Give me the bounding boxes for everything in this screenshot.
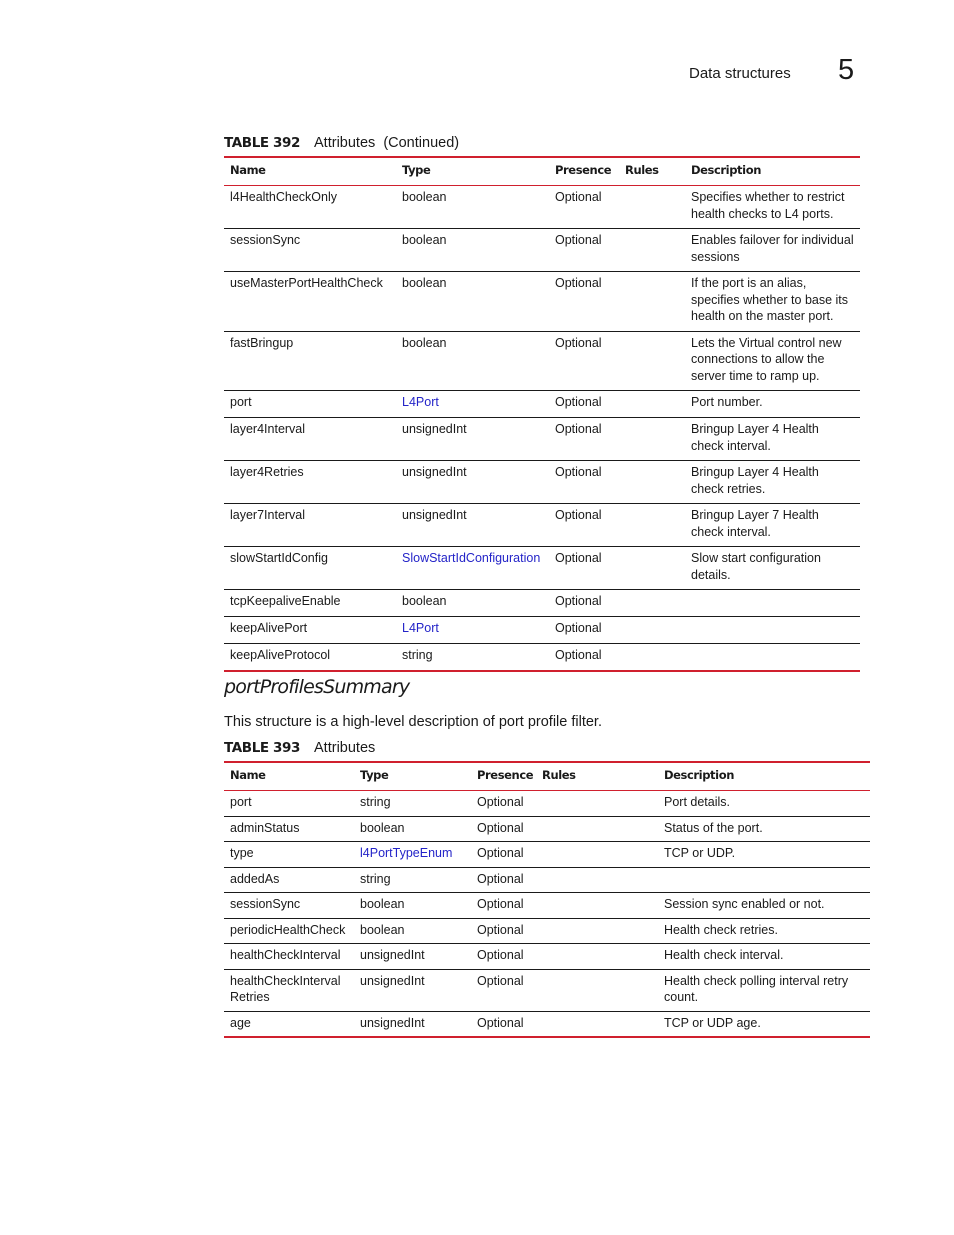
column-header-rules: Rules	[619, 157, 685, 186]
cell-rules	[536, 893, 658, 919]
cell-name: addedAs	[224, 867, 354, 893]
cell-description: Bringup Layer 7 Health check interval.	[685, 504, 860, 547]
table-row	[224, 867, 870, 893]
column-header-rules: Rules	[536, 762, 658, 791]
cell-name: sessionSync	[224, 229, 396, 272]
cell-description: Bringup Layer 4 Health check interval.	[685, 418, 860, 461]
cell-rules	[536, 1011, 658, 1037]
cell-description	[685, 644, 860, 672]
cell-description: Health check polling interval retry count.	[658, 969, 870, 1011]
table-row	[224, 590, 860, 617]
cell-presence: Optional	[549, 418, 619, 461]
cell-rules	[619, 547, 685, 590]
cell-name: l4HealthCheckOnly	[224, 186, 396, 229]
column-header-type: Type	[354, 762, 471, 791]
cell-name: fastBringup	[224, 331, 396, 391]
cell-presence: Optional	[471, 918, 536, 944]
cell-presence: Optional	[471, 893, 536, 919]
column-header-presence: Presence	[471, 762, 536, 791]
cell-description: Session sync enabled or not.	[658, 893, 870, 919]
cell-name: useMasterPortHealthCheck	[224, 272, 396, 332]
table-header-row	[224, 157, 860, 186]
cell-rules	[536, 842, 658, 868]
cell-description: TCP or UDP age.	[664, 1015, 761, 1030]
table-row	[224, 893, 870, 919]
column-header-type: Type	[396, 157, 549, 186]
cell-type: string	[402, 648, 433, 662]
cell-name: adminStatus	[224, 816, 354, 842]
cell-description: Lets the Virtual control new connections to allow the server time to ramp up.	[685, 331, 860, 391]
cell-rules	[619, 272, 685, 332]
cell-presence: Optional	[471, 816, 536, 842]
cell-rules	[536, 816, 658, 842]
cell-rules	[619, 461, 685, 504]
running-header-title: Data structures	[689, 65, 791, 82]
cell-type-link[interactable]: L4Port	[396, 391, 549, 418]
cell-description: Bringup Layer 4 Health check retries.	[685, 461, 860, 504]
table-row	[224, 944, 870, 970]
cell-name: layer4Retries	[224, 461, 396, 504]
table-number: TABLE 392	[224, 135, 301, 151]
table-row	[224, 1011, 870, 1037]
cell-type: string	[354, 791, 471, 817]
cell-description: Status of the port.	[658, 816, 870, 842]
cell-description: Health check interval.	[658, 944, 870, 970]
cell-name: layer4Interval	[224, 418, 396, 461]
cell-description: TCP or UDP.	[658, 842, 870, 868]
cell-presence: Optional	[471, 791, 536, 817]
cell-rules	[619, 229, 685, 272]
cell-name: keepAliveProtocol	[230, 648, 331, 662]
table-row	[224, 842, 870, 868]
cell-description: Enables failover for individual sessions	[685, 229, 860, 272]
cell-rules	[536, 867, 658, 893]
table-393-caption	[224, 740, 375, 756]
cell-type: boolean	[354, 893, 471, 919]
column-header-name: Name	[224, 762, 354, 791]
column-header-presence: Presence	[549, 157, 619, 186]
table-row	[224, 644, 860, 672]
cell-type: unsignedInt	[396, 461, 549, 504]
cell-rules	[619, 590, 685, 617]
cell-presence: Optional	[477, 1015, 524, 1030]
table-row	[224, 504, 860, 547]
cell-presence: Optional	[555, 648, 602, 662]
cell-type-link[interactable]: L4Port	[396, 617, 549, 644]
cell-type: unsignedInt	[354, 944, 471, 970]
cell-type-link[interactable]: SlowStartIdConfiguration	[396, 547, 549, 590]
table-number: TABLE 393	[224, 740, 301, 756]
cell-name: age	[230, 1015, 251, 1030]
cell-rules	[536, 918, 658, 944]
cell-type: boolean	[354, 816, 471, 842]
cell-presence: Optional	[549, 229, 619, 272]
cell-type: unsignedInt	[354, 969, 471, 1011]
table-row	[224, 331, 860, 391]
cell-description: If the port is an alias, specifies whether to base its health on the master port.	[685, 272, 860, 332]
table-row	[224, 969, 870, 1011]
cell-rules	[619, 617, 685, 644]
cell-description	[685, 590, 860, 617]
cell-type: boolean	[396, 590, 549, 617]
cell-presence: Optional	[549, 186, 619, 229]
table-row	[224, 229, 860, 272]
table-row	[224, 918, 870, 944]
cell-presence: Optional	[549, 504, 619, 547]
cell-description: Specifies whether to restrict health checks to L4 ports.	[685, 186, 860, 229]
table-row	[224, 418, 860, 461]
cell-presence: Optional	[471, 969, 536, 1011]
cell-name: port	[224, 791, 354, 817]
column-header-name: Name	[224, 157, 396, 186]
cell-type: boolean	[396, 186, 549, 229]
cell-presence: Optional	[549, 272, 619, 332]
cell-presence: Optional	[549, 547, 619, 590]
cell-description: Health check retries.	[658, 918, 870, 944]
column-header-description: Description	[685, 157, 860, 186]
table-row	[224, 617, 860, 644]
cell-rules	[619, 186, 685, 229]
cell-rules	[536, 969, 658, 1011]
cell-type: string	[354, 867, 471, 893]
cell-rules	[619, 331, 685, 391]
cell-rules	[536, 791, 658, 817]
cell-name: healthCheckInterval	[224, 944, 354, 970]
table-row	[224, 461, 860, 504]
cell-name: periodicHealthCheck	[224, 918, 354, 944]
cell-name: keepAlivePort	[224, 617, 396, 644]
cell-presence: Optional	[549, 391, 619, 418]
table-caption-text: Attributes	[314, 740, 376, 756]
cell-description	[658, 867, 870, 893]
table-row	[224, 272, 860, 332]
cell-presence: Optional	[549, 331, 619, 391]
cell-rules	[619, 391, 685, 418]
attributes-table-392	[224, 156, 860, 672]
cell-name: layer7Interval	[224, 504, 396, 547]
table-header-row	[224, 762, 870, 791]
cell-type: unsignedInt	[396, 504, 549, 547]
cell-type: boolean	[396, 331, 549, 391]
cell-rules	[536, 944, 658, 970]
cell-presence: Optional	[471, 842, 536, 868]
cell-type-link[interactable]: l4PortTypeEnum	[354, 842, 471, 868]
table-row	[224, 391, 860, 418]
cell-type: boolean	[396, 229, 549, 272]
column-header-description: Description	[658, 762, 870, 791]
chapter-number: 5	[838, 54, 855, 86]
cell-name: healthCheckInterval Retries	[224, 969, 354, 1011]
table-392-caption	[224, 135, 459, 151]
cell-name: type	[224, 842, 354, 868]
cell-presence: Optional	[549, 590, 619, 617]
table-caption-text: Attributes (Continued)	[314, 135, 460, 151]
table-row	[224, 186, 860, 229]
cell-presence: Optional	[471, 944, 536, 970]
cell-presence: Optional	[471, 867, 536, 893]
cell-type: boolean	[396, 272, 549, 332]
cell-type: unsignedInt	[360, 1015, 425, 1030]
cell-name: port	[224, 391, 396, 418]
cell-rules	[619, 504, 685, 547]
cell-name: sessionSync	[224, 893, 354, 919]
cell-presence: Optional	[549, 461, 619, 504]
table-row	[224, 791, 870, 817]
section-description: This structure is a high-level description of port profile filter.	[224, 714, 602, 730]
cell-description	[685, 617, 860, 644]
cell-description: Port details.	[658, 791, 870, 817]
cell-type: boolean	[354, 918, 471, 944]
table-row	[224, 816, 870, 842]
cell-rules	[619, 418, 685, 461]
table-row	[224, 547, 860, 590]
cell-type: unsignedInt	[396, 418, 549, 461]
cell-description: Port number.	[685, 391, 860, 418]
cell-rules	[619, 644, 685, 672]
attributes-table-393	[224, 761, 870, 1038]
section-heading: portProfilesSummary	[224, 676, 410, 698]
cell-presence: Optional	[549, 617, 619, 644]
cell-name: slowStartIdConfig	[224, 547, 396, 590]
cell-name: tcpKeepaliveEnable	[224, 590, 396, 617]
cell-description: Slow start configuration details.	[685, 547, 860, 590]
